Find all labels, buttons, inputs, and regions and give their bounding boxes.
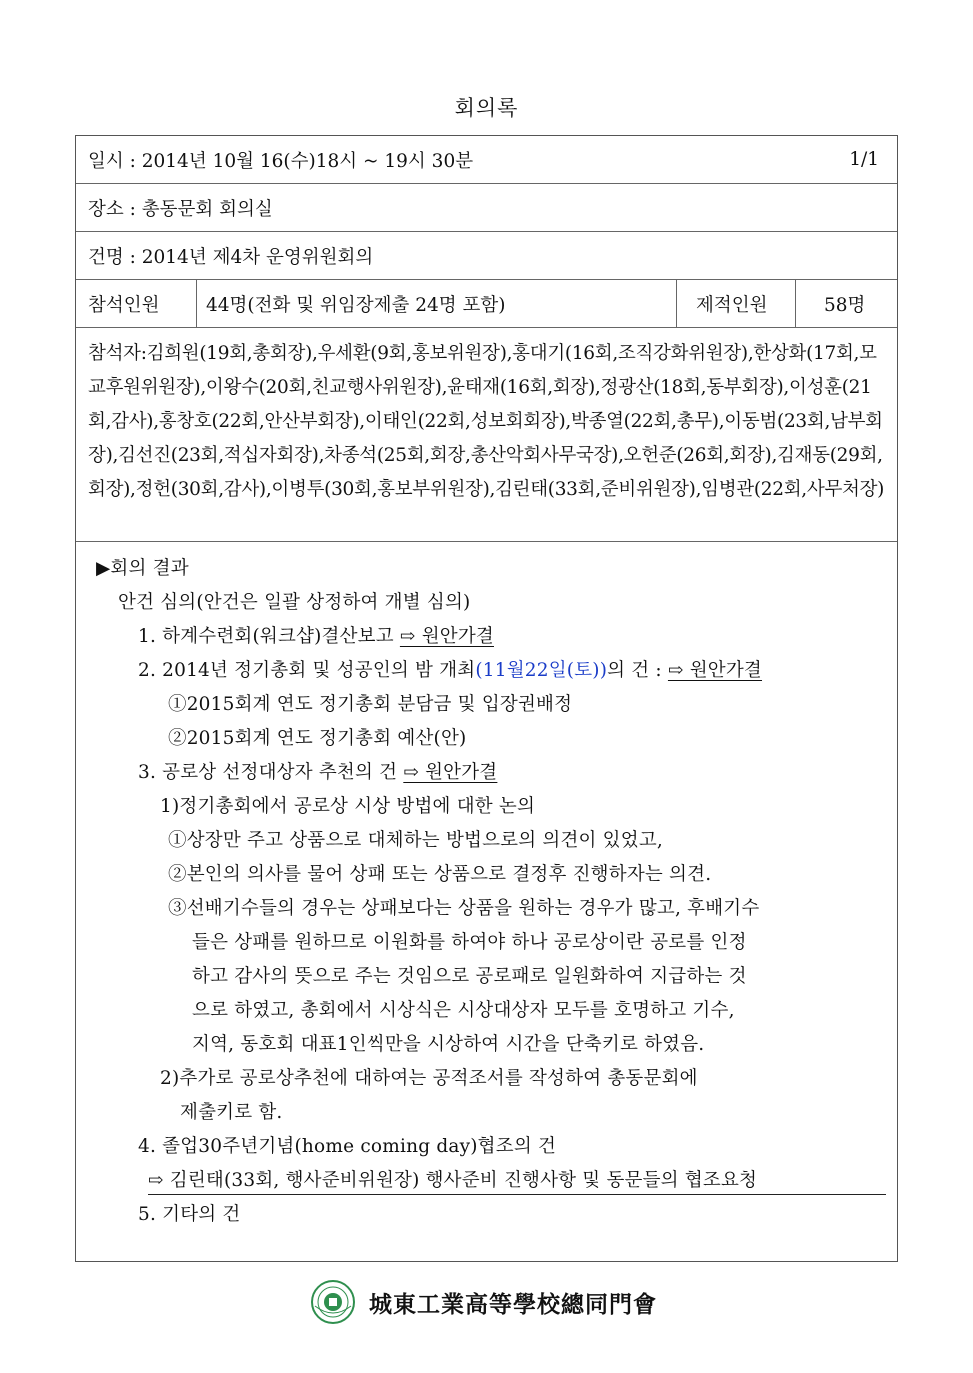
item3-result: ⇨ 원안가결 (403, 762, 498, 783)
item4-detail: ⇨ 김린태(33회, 행사준비위원장) 행사준비 진행사항 및 동문들의 협조요청 (148, 1170, 758, 1191)
page-number: 1/1 (849, 149, 879, 170)
item3-point-1-c-line5: 지역, 동호회 대표1인씩만을 시상하여 시간을 단축키로 하였음. (192, 1034, 705, 1055)
item2-result: ⇨ 원안가결 (667, 660, 763, 681)
item3-point-1-c-line4: 으로 하였고, 총회에서 시상식은 시상대상자 모두를 호명하고 기수, (192, 1000, 735, 1021)
item2-date: (11월22일(토)) (475, 660, 608, 681)
item3-point-1-c-line2: 들은 상패를 원하므로 이원화를 하여야 하나 공로상이란 공로를 인정 (192, 932, 747, 953)
organization-name: 城東工業高等學校總同門會 (369, 1290, 657, 1318)
subject-text: 건명 : 2014년 제4차 운영위원회의 (88, 246, 374, 268)
enrolled-value: 58명 (824, 294, 866, 316)
agenda-item-5: 5. 기타의 건 (138, 1204, 241, 1225)
attend-label: 참석인원 (88, 294, 160, 316)
item4-underline (148, 1194, 886, 1195)
item3-point-2: 2)추가로 공로상추천에 대하여는 공적조서를 작성하여 총동문회에 (160, 1068, 698, 1089)
minutes-table (75, 135, 898, 1262)
result-heading: ▶회의 결과 (96, 558, 189, 579)
item3-text: 3. 공로상 선정대상자 추천의 건 (138, 762, 404, 783)
footer (311, 1280, 657, 1324)
item3-point-2-line2: 제출키로 함. (180, 1102, 283, 1123)
item3-point-1-a: ①상장만 주고 상품으로 대체하는 방법으로의 의견이 있었고, (168, 830, 663, 851)
item2-sub-2: ②2015회계 연도 정기총회 예산(안) (168, 728, 467, 749)
item1-result: ⇨ 원안가결 (399, 626, 494, 647)
attend-value: 44명(전화 및 위임장제출 24명 포함) (206, 294, 506, 316)
row-subject (76, 232, 897, 280)
row-place (76, 184, 897, 232)
item1-text: 1. 하계수련회(워크샵)결산보고 (138, 626, 400, 647)
item3-point-1: 1)정기총회에서 공로상 시상 방법에 대한 논의 (160, 796, 536, 817)
agenda-item-2 (138, 656, 762, 682)
agenda-item-4: 4. 졸업30주년기념(home coming day)협조의 건 (138, 1136, 557, 1157)
item3-point-1-c-line3: 하고 감사의 뜻으로 주는 것임으로 공로패로 일원화하여 지급하는 것 (192, 966, 747, 987)
row-datetime (76, 136, 897, 184)
agenda-item-3 (138, 758, 497, 784)
datetime-text: 일시 : 2014년 10월 16(수)18시 ~ 19시 30분 (88, 150, 474, 172)
row-attendance (76, 280, 897, 328)
row-body (76, 542, 897, 1262)
item2-sub-1: ①2015회계 연도 정기총회 분담금 및 입장권배정 (168, 694, 573, 715)
item2-text-b: 의 건 : (607, 660, 668, 681)
item2-text-a: 2. 2014년 정기총회 및 성공인의 밤 개최 (138, 660, 476, 681)
item3-point-1-c: ③선배기수들의 경우는 상패보다는 상품을 원하는 경우가 많고, 후배기수 (168, 898, 760, 919)
agenda-intro: 안건 심의(안건은 일괄 상정하여 개별 심의) (118, 592, 471, 613)
agenda-item-1 (138, 622, 494, 648)
school-emblem-icon (311, 1280, 355, 1324)
row-attendees (76, 328, 897, 542)
item3-point-1-b: ②본인의 의사를 물어 상패 또는 상품으로 결정후 진행하자는 의견. (168, 864, 712, 885)
enrolled-label: 제적인원 (696, 294, 768, 316)
document-title: 회의록 (454, 96, 519, 120)
attendees-text: 참석자:김희원(19회,총회장),우세환(9회,홍보위원장),홍대기(16회,조직강화위원장),한상화(17회,모교후원위원장),이왕수(20회,친교행사위원장),윤태재(16회,회장),정광산(18회,동부회장),이성훈(21회,감사),홍창호(22회,안산부회장),이태인(22회,성보회회장),박종열(22회,총무),이동범(23회,남부회장),김선진(23회,적십자회장),차종석(25회,회장,총산악회사무국장),오헌준(26회,회장),김재동(29회,회장),정헌(30회,감사),이병투(30회,홍보부위원장),김린태(33회,준비위원장),임병관(22회,사무처장) (88, 343, 885, 500)
place-text: 장소 : 총동문회 회의실 (88, 198, 273, 220)
